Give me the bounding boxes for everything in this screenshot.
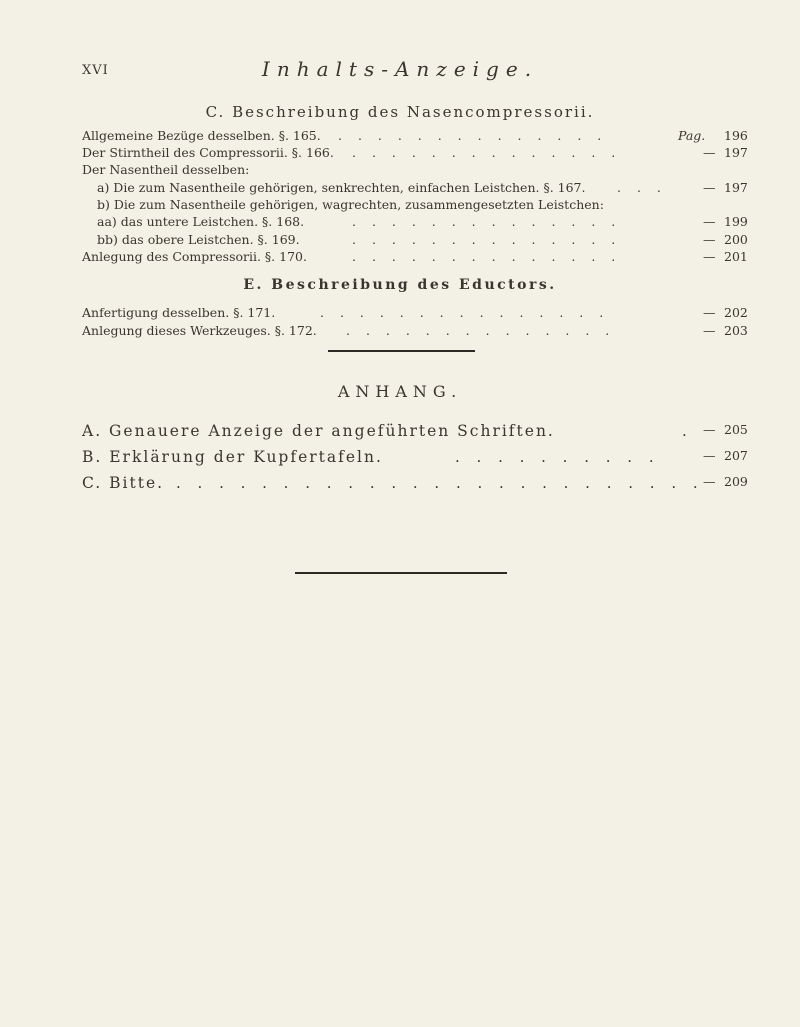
toc-entry [0, 197, 800, 215]
section-divider [328, 350, 475, 352]
end-rule [295, 572, 507, 574]
toc-entry-text: aa) das untere Leistchen. §. 168. [97, 214, 305, 229]
toc-page: 207 [724, 448, 748, 463]
toc-page: 203 [724, 323, 748, 338]
toc-dash: — [703, 249, 716, 264]
toc-dash: — [703, 422, 716, 437]
toc-dash: — [703, 448, 716, 463]
toc-dash: — [703, 323, 716, 338]
leader-dots: . . . . . . . . . . . . . . [338, 128, 608, 143]
toc-page: 199 [724, 214, 748, 229]
appendix-entry [0, 448, 800, 470]
leader-dots: . . . . . . . . . . [455, 448, 660, 466]
appendix-entry-label: B. Erklärung der Kupfertafeln. [82, 448, 383, 466]
toc-entry-text: Der Stirntheil des Compressorii. §. 166. [82, 145, 334, 160]
toc-page: 200 [724, 232, 748, 247]
leader-dots: . . . . . . . . . . . . . . [346, 323, 616, 338]
toc-entry-text: Allgemeine Bezüge desselben. §. 165. [82, 128, 321, 143]
toc-entry [0, 180, 800, 198]
toc-page: 202 [724, 305, 748, 320]
leader-dots: . . . . . . . . . . . . . . [352, 249, 622, 264]
leader-dots: . . . . . . . . . . . . . . . [320, 305, 610, 320]
toc-entry-text: Anlegung des Compressorii. §. 170. [82, 249, 307, 264]
toc-dash: — [703, 474, 716, 489]
appendix-entry [0, 422, 800, 444]
appendix-entry [0, 474, 800, 496]
appendix-heading: ANHANG. [337, 382, 463, 401]
appendix-entry-label: C. Bitte. [82, 474, 165, 492]
toc-page: 197 [724, 180, 748, 195]
page-label: Pag. [678, 128, 706, 143]
running-title: Inhalts-Anzeige. [261, 57, 539, 81]
toc-entry [0, 232, 800, 250]
page-header [0, 57, 800, 83]
leader-dots: . . . . . . . . . . . . . . . . . . . . . . . . . [176, 474, 704, 492]
toc-dash: — [703, 145, 716, 160]
toc-dash: — [703, 305, 716, 320]
toc-entry [0, 128, 800, 146]
toc-dash: — [703, 214, 716, 229]
page-number: XVI [82, 63, 109, 78]
toc-entry [0, 214, 800, 232]
toc-entry [0, 162, 800, 180]
toc-entry [0, 305, 800, 323]
leader-dots: . [682, 422, 693, 440]
toc-entry-text: Der Nasentheil desselben: [82, 162, 250, 177]
section-heading-e: E. Beschreibung des Eductors. [243, 277, 557, 293]
section-heading-c: C. Beschreibung des Nasencompressorii. [205, 103, 595, 121]
toc-entry [0, 249, 800, 267]
toc-entry [0, 323, 800, 341]
leader-dots: . . . . . . . . . . . . . . [352, 214, 622, 229]
toc-dash: — [703, 180, 716, 195]
leader-dots: . . . [617, 180, 667, 195]
appendix-entry-label: A. Genauere Anzeige der angeführten Schriften. [82, 422, 555, 440]
toc-page: 205 [724, 422, 748, 437]
toc-entry-text: Anlegung dieses Werkzeuges. §. 172. [82, 323, 317, 338]
toc-dash: — [703, 232, 716, 247]
toc-page: 196 [724, 128, 748, 143]
leader-dots: . . . . . . . . . . . . . . [352, 145, 622, 160]
toc-page: 209 [724, 474, 748, 489]
toc-entry-text: b) Die zum Nasentheile gehörigen, wagrechten, zusammengesetzten Leistchen: [97, 197, 604, 212]
toc-entry-text: bb) das obere Leistchen. §. 169. [97, 232, 300, 247]
toc-entry-text: a) Die zum Nasentheile gehörigen, senkrechten, einfachen Leistchen. §. 167. [97, 180, 586, 195]
toc-page: 197 [724, 145, 748, 160]
toc-page: 201 [724, 249, 748, 264]
leader-dots: . . . . . . . . . . . . . . [352, 232, 622, 247]
toc-entry [0, 145, 800, 163]
toc-entry-text: Anfertigung desselben. §. 171. [82, 305, 276, 320]
